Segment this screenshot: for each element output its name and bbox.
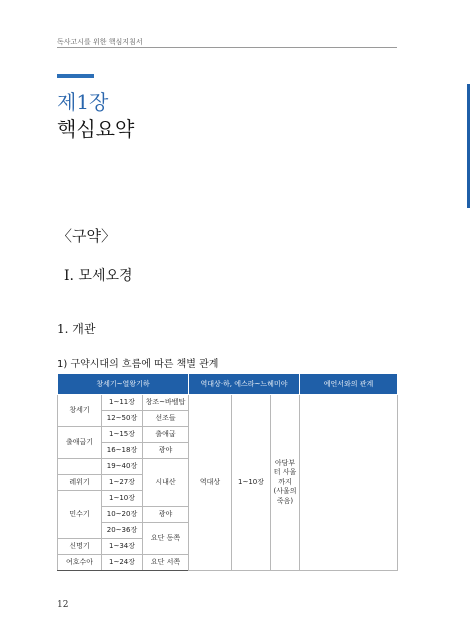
subsection-title: 1. 개관 — [57, 322, 96, 336]
table-caption: 1) 구약시대의 흐름에 따른 책별 관계 — [57, 359, 219, 370]
book-cell: 출애굽기 — [58, 427, 102, 459]
event-cell: 요단 동쪽 — [143, 523, 189, 555]
table-header-row — [58, 374, 398, 395]
chapter-cell: 12~50장 — [102, 411, 143, 427]
event-cell: 출애굽 — [143, 427, 189, 443]
chapter-cell: 19~40장 — [102, 459, 143, 475]
chapter-cell: 16~18장 — [102, 443, 143, 459]
header-genesis-kings: 창세기~열왕기하 — [58, 374, 189, 395]
chapter-cell: 1~10장 — [102, 491, 143, 507]
chronicles-chapter-cell: 1~10장 — [232, 395, 271, 571]
book-cell: 여호수아 — [58, 555, 102, 571]
page-number: 12 — [57, 600, 69, 610]
history-table — [57, 373, 398, 571]
book-cell: 신명기 — [58, 539, 102, 555]
event-cell: 창조~바벨탑 — [143, 395, 189, 411]
book-cell: 민수기 — [58, 491, 102, 539]
running-header: 독사고시를 위한 핵심지침서 — [57, 38, 143, 46]
chronicles-book-cell: 역대상 — [189, 395, 232, 571]
table-row — [58, 395, 398, 411]
section-title: 〈구약〉 — [57, 227, 116, 245]
header-chronicles-nehemiah: 역대상·하, 에스라~느헤미야 — [189, 374, 300, 395]
chapter-cell: 1~11장 — [102, 395, 143, 411]
header-prophets-relation: 예언서와의 관계 — [300, 374, 398, 395]
chronicles-note-cell: 아담부터 사울까지 (사울의 죽음) — [271, 395, 300, 571]
event-cell: 시내산 — [143, 459, 189, 507]
header-rule — [57, 47, 397, 48]
chapter-accent-bar — [57, 74, 94, 78]
history-table-wrapper — [57, 373, 398, 571]
chapter-cell: 1~15장 — [102, 427, 143, 443]
book-cell-empty — [58, 459, 102, 475]
chapter-number: 제1장 — [57, 90, 109, 114]
chapter-cell: 1~34장 — [102, 539, 143, 555]
event-cell: 요단 서쪽 — [143, 555, 189, 571]
chapter-cell: 10~20장 — [102, 507, 143, 523]
book-cell: 레위기 — [58, 475, 102, 491]
event-cell: 선조들 — [143, 411, 189, 427]
chapter-cell: 1~27장 — [102, 475, 143, 491]
book-cell: 창세기 — [58, 395, 102, 427]
prophets-relation-cell — [300, 395, 398, 571]
chapter-cell: 20~36장 — [102, 523, 143, 539]
event-cell: 광야 — [143, 507, 189, 523]
chapter-title: 핵심요약 — [57, 117, 135, 141]
chapter-cell: 1~24장 — [102, 555, 143, 571]
part-title: Ⅰ. 모세오경 — [64, 268, 133, 284]
event-cell: 광야 — [143, 443, 189, 459]
